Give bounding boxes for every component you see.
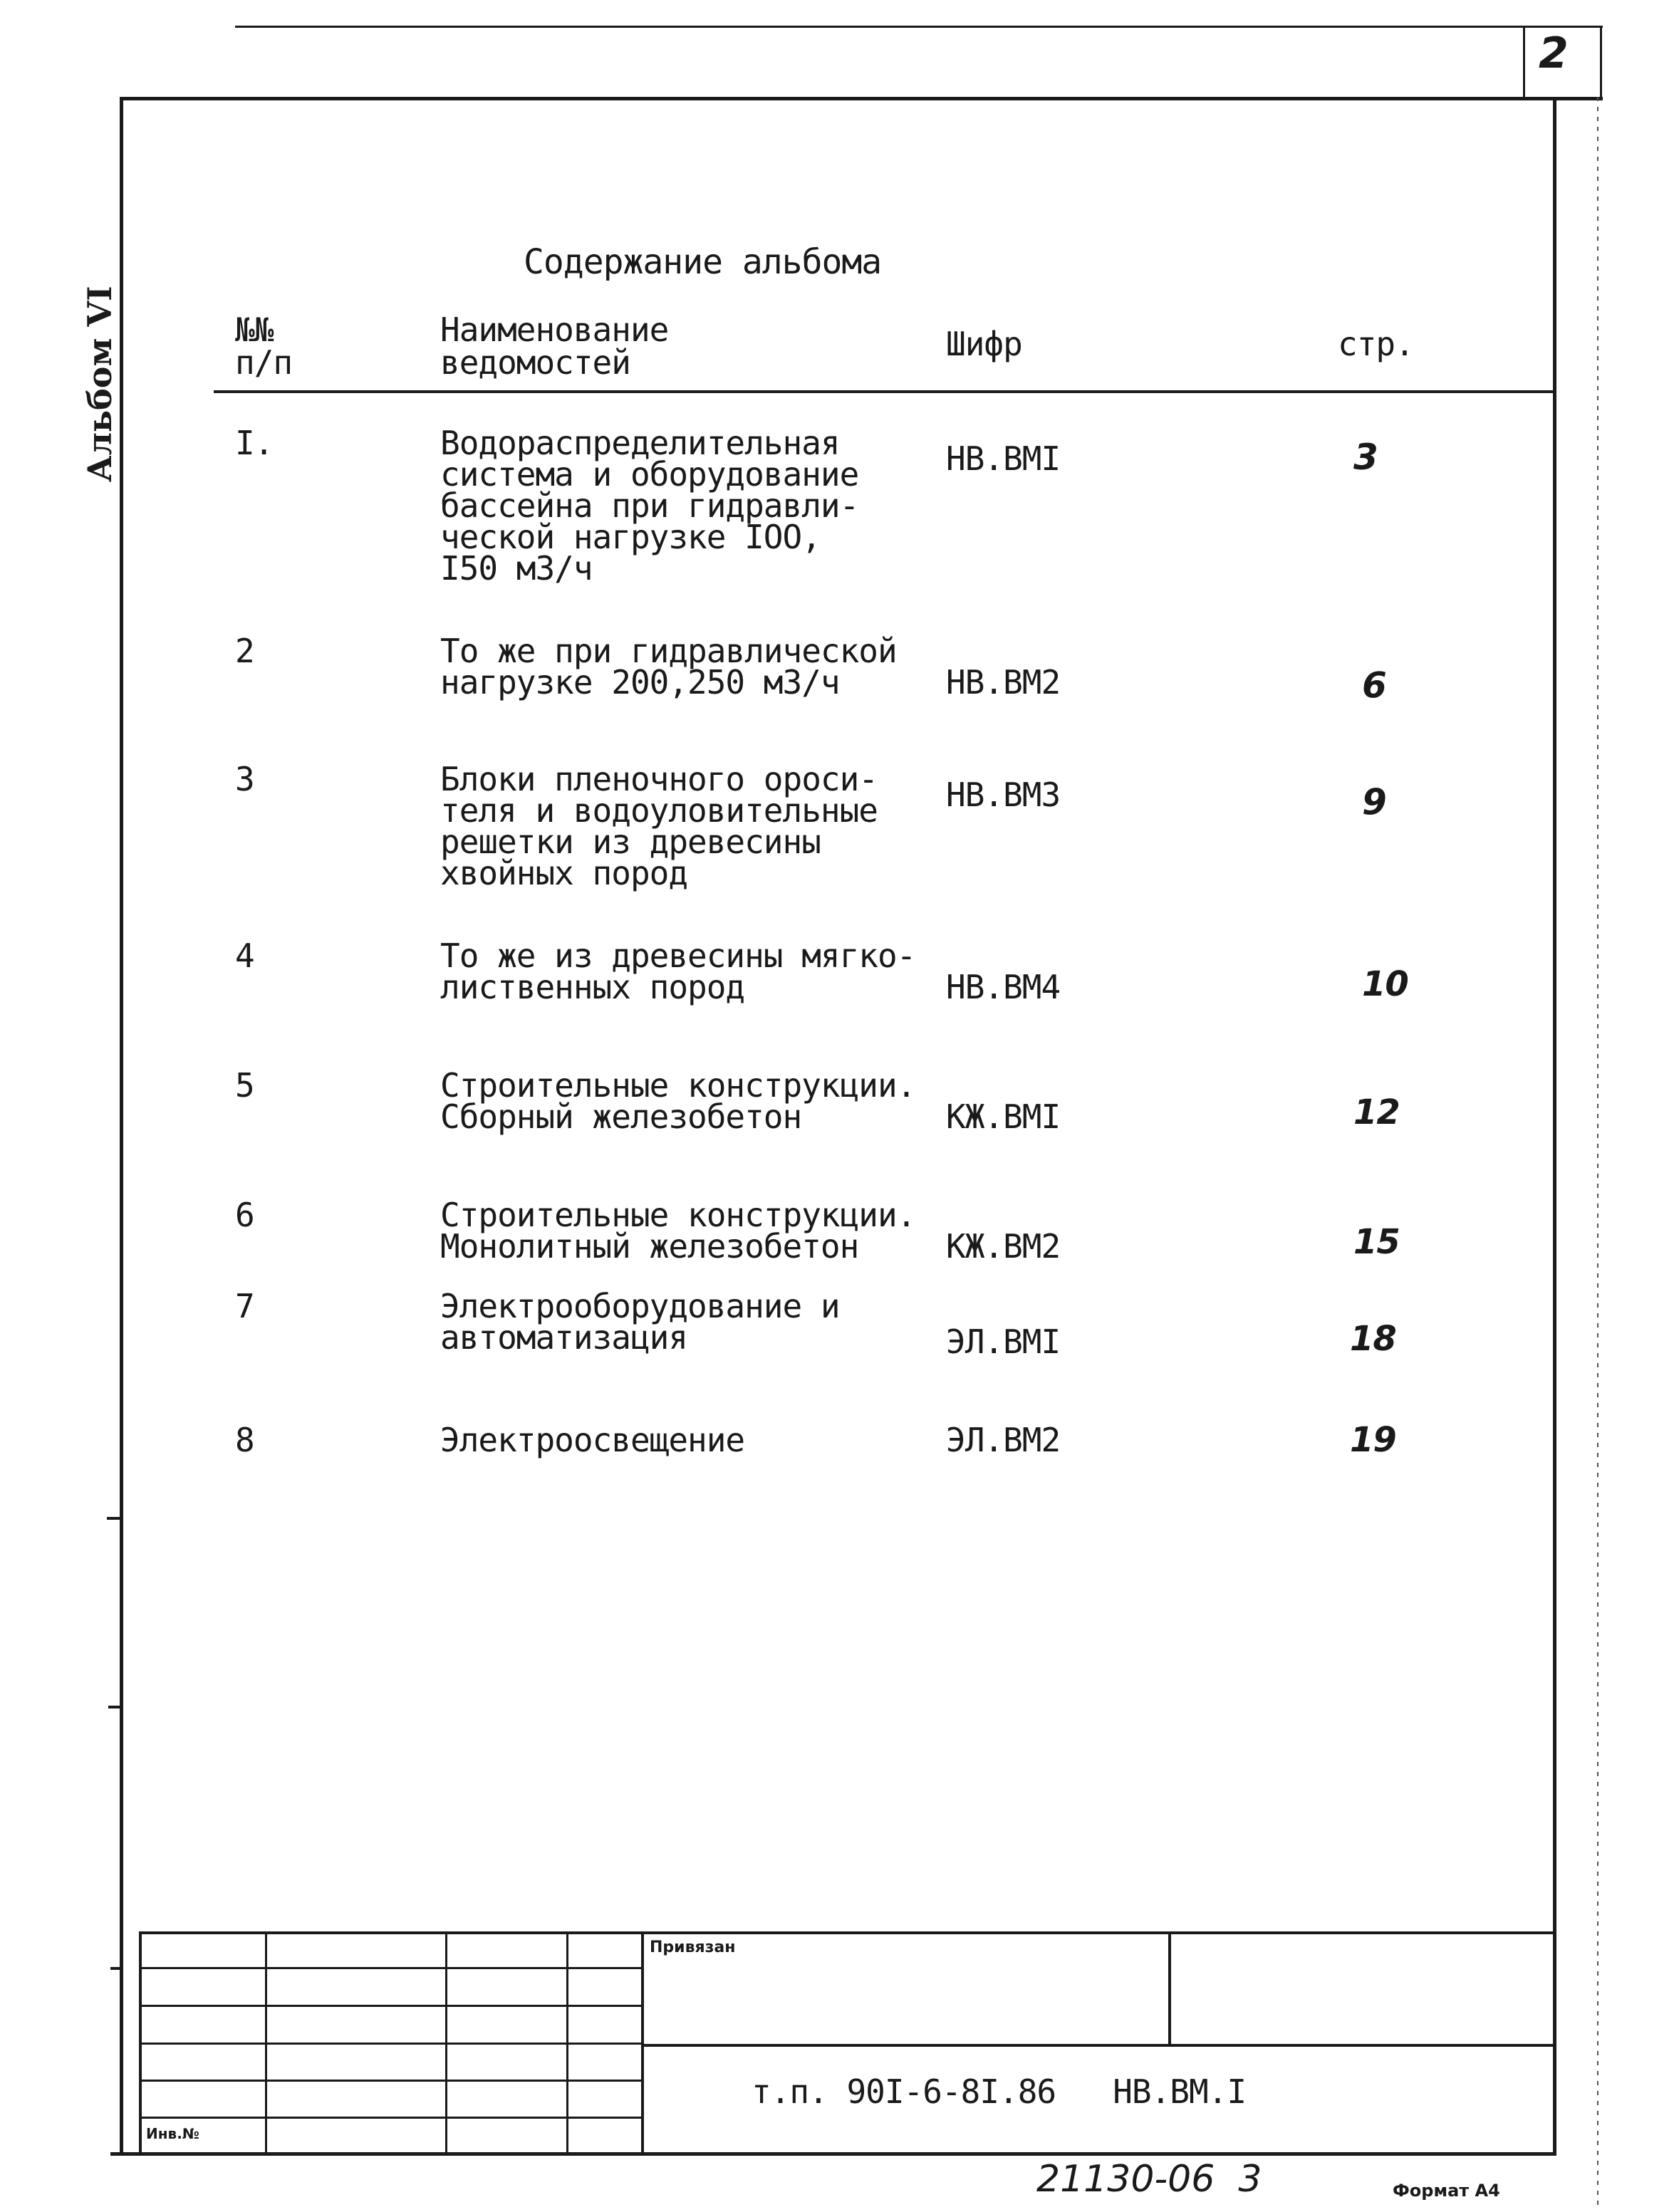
row-7-name: Электрооборудование и автоматизация [440, 1287, 840, 1357]
row-5-page: 12 [1353, 1092, 1400, 1132]
stamp-designation: т.п. 90I-6-8I.86 НВ.ВМ.I [752, 2072, 1247, 2111]
handwritten-number: 21130-06 3 [1036, 2158, 1262, 2201]
left-tick-2 [108, 1706, 121, 1708]
frame-right [1553, 97, 1556, 2155]
row-6-num: 6 [235, 1196, 254, 1234]
top-line [235, 26, 1603, 28]
row-5-name: Строительные конструкции. Сборный железобетон [440, 1066, 916, 1136]
row-3-page: 9 [1362, 781, 1386, 823]
row-2-name: То же при гидравлической нагрузке 200,250 м3/ч [440, 632, 897, 701]
row-7-page: 18 [1350, 1319, 1396, 1359]
row-3-code: НВ.ВМ3 [946, 776, 1061, 814]
row-1-code: НВ.ВМI [946, 439, 1061, 478]
left-tick-1 [107, 1517, 121, 1520]
row-6-name: Строительные конструкции. Монолитный железобетон [440, 1196, 916, 1266]
frame-top [120, 97, 1603, 100]
format-label: Формат А4 [1393, 2181, 1500, 2201]
row-2-num: 2 [235, 632, 254, 670]
sheet-number-box-right [1600, 26, 1602, 97]
header-page: стр. [1338, 325, 1414, 363]
sheet-number: 2 [1539, 28, 1569, 78]
row-3-num: 3 [235, 760, 254, 798]
row-7-code: ЭЛ.ВМI [946, 1322, 1061, 1361]
inv-label: Инв.№ [146, 2125, 199, 2142]
bound-label: Привязан [650, 1939, 736, 1956]
sheet-number-box-left [1523, 26, 1525, 97]
row-2-page: 6 [1362, 664, 1386, 706]
row-4-code: НВ.ВМ4 [946, 968, 1061, 1006]
row-1-page: 3 [1353, 437, 1378, 478]
row-2-code: НВ.ВМ2 [946, 663, 1061, 701]
row-8-code: ЭЛ.ВМ2 [946, 1421, 1061, 1459]
row-4-num: 4 [235, 937, 254, 975]
row-5-num: 5 [235, 1066, 254, 1105]
contents-title: Содержание альбома [524, 242, 882, 282]
header-num: №№ п/п [235, 311, 293, 382]
row-1-name: Водораспределительная система и оборудование бассейна при гидравли- ческой нагрузке IOO, I50 м3/ч [440, 424, 859, 588]
left-tick-3 [110, 1967, 123, 1970]
frame-left [120, 97, 123, 2155]
header-name: Наименование ведомостей [440, 311, 669, 382]
row-5-code: КЖ.ВМI [946, 1097, 1061, 1136]
row-4-page: 10 [1362, 964, 1408, 1004]
row-3-name: Блоки пленочного ороси- теля и водоуловительные решетки из древесины хвойных пород [440, 760, 878, 892]
header-rule [214, 390, 1554, 393]
row-6-page: 15 [1353, 1222, 1400, 1262]
row-8-page: 19 [1350, 1420, 1396, 1460]
album-label: Альбом VI [80, 286, 119, 482]
row-4-name: То же из древесины мягко- лиственных пород [440, 937, 916, 1006]
row-6-code: КЖ.ВМ2 [946, 1227, 1061, 1266]
frame-bottom [110, 2152, 1556, 2156]
row-1-num: I. [235, 424, 274, 462]
frame-right-dotted [1597, 97, 1598, 2205]
row-8-name: Электроосвещение [440, 1421, 745, 1459]
row-8-num: 8 [235, 1421, 254, 1459]
row-7-num: 7 [235, 1287, 254, 1325]
header-code: Шифр [946, 325, 1022, 363]
